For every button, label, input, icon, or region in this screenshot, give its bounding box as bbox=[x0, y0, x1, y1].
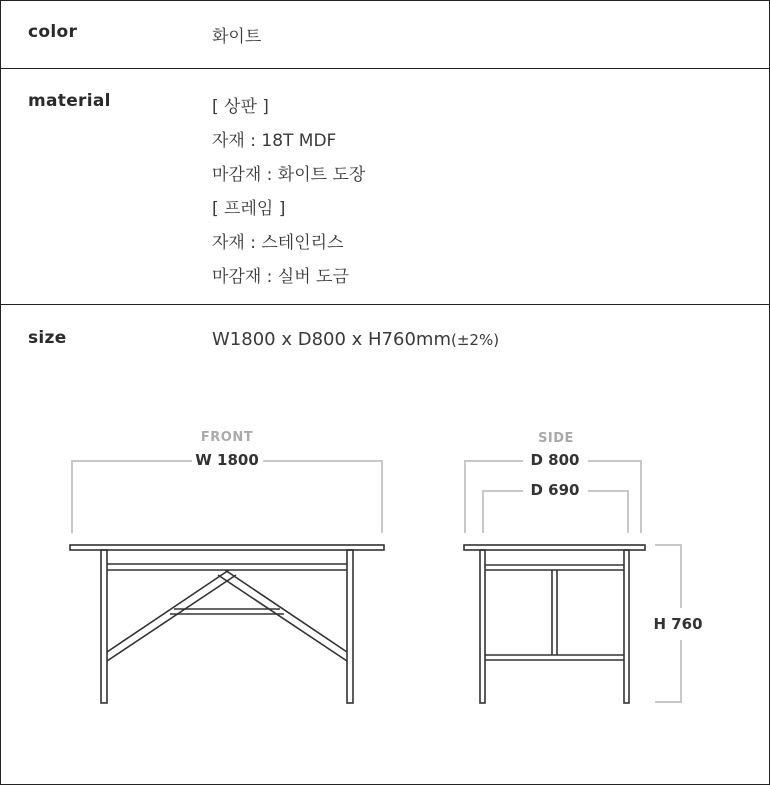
material-line: 마감재 : 실버 도금 bbox=[212, 267, 349, 287]
material-line: 마감재 : 화이트 도장 bbox=[212, 165, 366, 185]
side-table-outline bbox=[464, 545, 645, 703]
side-depth-label: D 800 bbox=[530, 451, 580, 469]
front-view bbox=[70, 430, 384, 703]
material-line: 자재 : 18T MDF bbox=[212, 131, 337, 151]
size-dimensions: W1800 x D800 x H760mm bbox=[212, 329, 451, 350]
side-title: SIDE bbox=[538, 431, 574, 446]
side-view bbox=[464, 431, 703, 703]
front-width-dimension bbox=[72, 461, 382, 533]
material-line: 자재 : 스테인리스 bbox=[212, 233, 344, 253]
material-label: material bbox=[28, 91, 111, 111]
color-label: color bbox=[28, 22, 78, 42]
material-line: [ 프레임 ] bbox=[212, 199, 286, 219]
size-label: size bbox=[28, 328, 67, 348]
side-height-label: H 760 bbox=[653, 615, 703, 633]
size-tolerance: (±2%) bbox=[450, 331, 500, 349]
front-table-outline bbox=[70, 545, 384, 703]
color-value: 화이트 bbox=[212, 27, 262, 47]
front-width-label: W 1800 bbox=[195, 451, 259, 469]
side-inner-depth-label: D 690 bbox=[530, 481, 580, 499]
material-line: [ 상판 ] bbox=[212, 97, 269, 117]
front-title: FRONT bbox=[200, 430, 254, 445]
